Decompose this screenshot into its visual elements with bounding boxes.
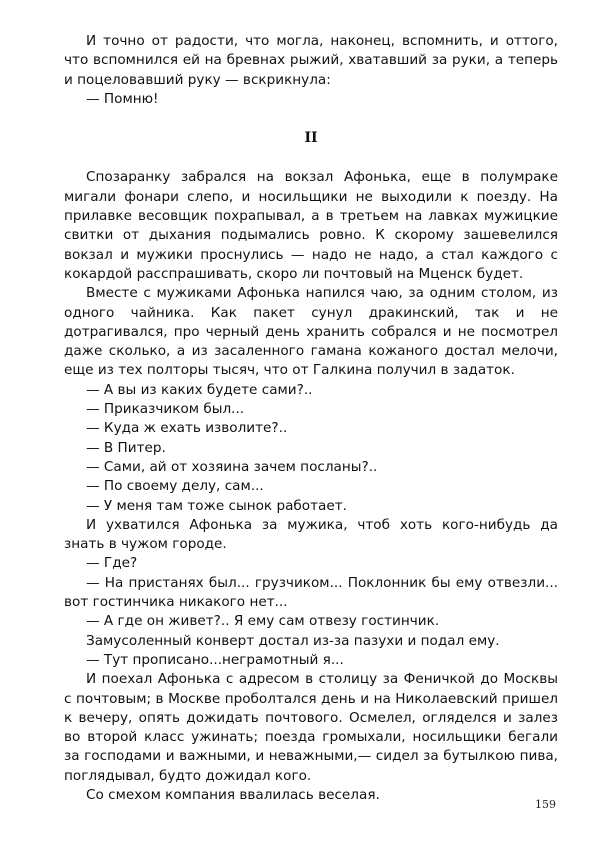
paragraph: — Помню! <box>86 90 159 107</box>
dialogue-line: — Сами, ай от хозяина зачем посланы?.. <box>86 458 378 475</box>
paragraph: И поехал Афонька с адресом в столицу за Феничкой до Москвы с почтовым; в Москве проболтался день и на Николаевский пришел к вечеру, опять дожидать почтового. Осмелел, огляделся и залез во второй класс ужинать; поезда громыхали, носильщики бегали за господами и важными, и неважными,— сидел за бутылкою пива, поглядывал, будто дожидал кого. <box>64 671 558 784</box>
dialogue-line: — Куда ж ехать изволите?.. <box>86 420 288 437</box>
page-text <box>64 32 558 805</box>
dialogue-line: — На пристанях был... грузчиком... Поклонник бы ему отвезли... вот гостинчика никакого нет... <box>64 574 558 611</box>
dialogue-line: — По своему делу, сам... <box>86 478 264 495</box>
dialogue-line: — А где он живет?.. Я ему сам отвезу гостинчик. <box>86 613 440 630</box>
dialogue-line: — У меня там тоже сынок работает. <box>86 497 347 514</box>
dialogue-line: — Тут прописано...неграмотный я... <box>86 651 344 668</box>
paragraph: Вместе с мужиками Афонька напился чаю, за одним столом, из одного чайника. Как пакет сунул дракинский, так и не дотрагивался, про черный день хранить собрался и не посмотрел даже сколько, а из засаленного гамана кожаного достал мелочи, еще из тех полторы тысяч, что от Галкина получил в задаток. <box>64 285 558 379</box>
dialogue-line: — Где? <box>86 555 138 572</box>
paragraph: И точно от радости, что могла, наконец, вспомнить, и оттого, что вспомнился ей на бревнах рыжий, хватавший за руки, а теперь и поцеловавший руку — вскрикнула: <box>64 33 558 88</box>
paragraph: И ухватился Афонька за мужика, чтоб хоть кого-нибудь да знать в чужом городе. <box>64 516 558 553</box>
chapter-heading: II <box>304 130 318 147</box>
dialogue-line: — А вы из каких будете сами?.. <box>86 381 313 398</box>
paragraph: Со смехом компания ввалилась веселая. <box>86 786 380 803</box>
dialogue-line: — В Питер. <box>86 439 166 456</box>
paragraph: Замусоленный конверт достал из-за пазухи и подал ему. <box>86 632 500 649</box>
page-number: 159 <box>535 798 556 811</box>
paragraph: Спозаранку забрался на вокзал Афонька, еще в полумраке мигали фонари слепо, и носильщики не выходили к поезду. На прилавке весовщик похрапывал, а в третьем на лавках мужицкие свитки от дыхания подымались ровно. К скорому зашевелился вокзал и мужики проснулись — надо не надо, а стал каждого с кокардой расспрашивать, скоро ли почтовый на Мценск будет. <box>64 169 558 282</box>
dialogue-line: — Приказчиком был... <box>86 401 245 418</box>
